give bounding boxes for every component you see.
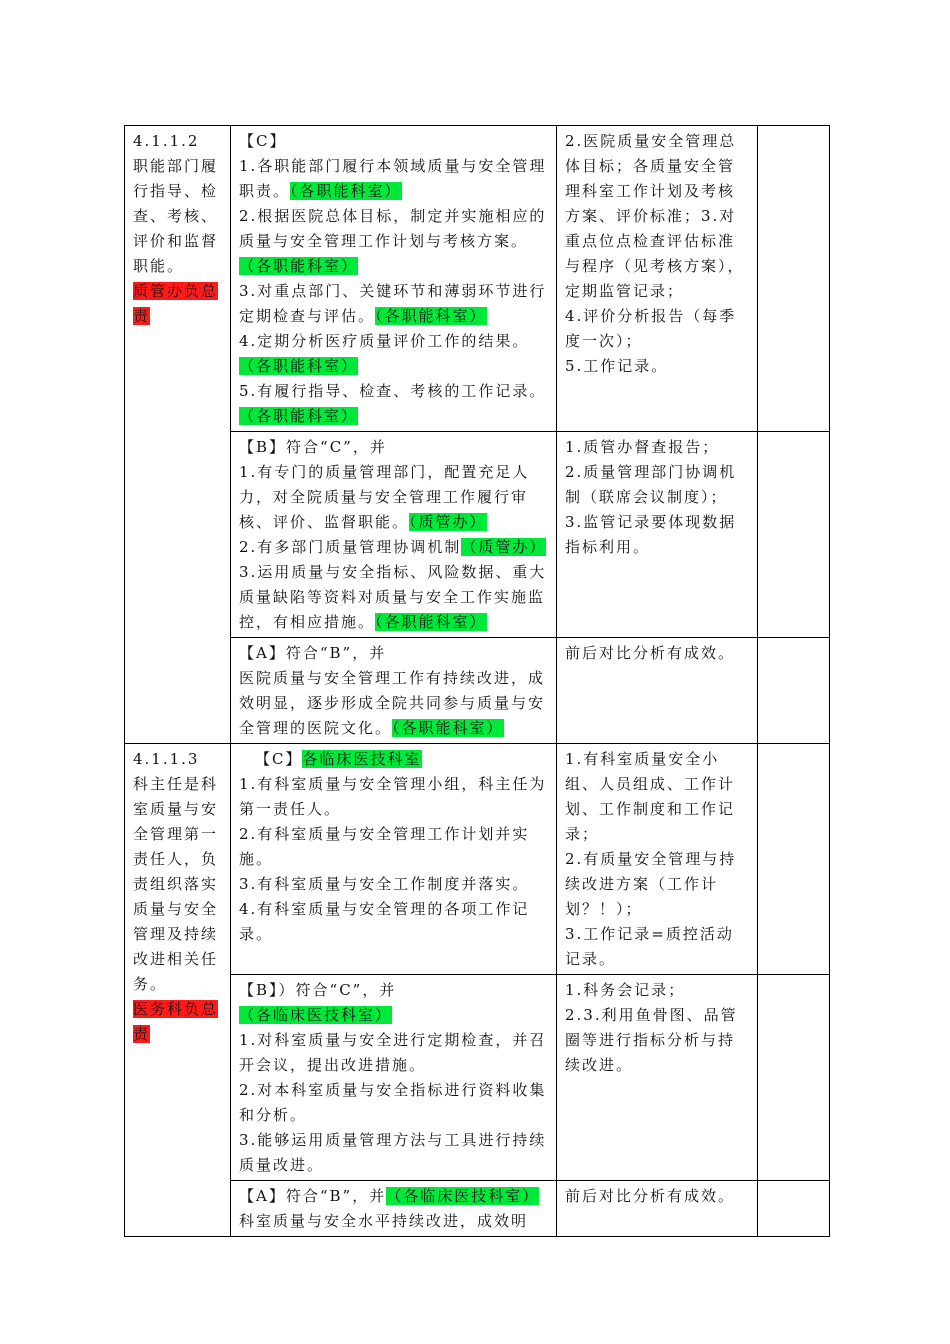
notes-cell — [758, 126, 830, 432]
grade-heading — [239, 641, 548, 666]
evidence-cell — [557, 744, 758, 975]
evidence-cell — [557, 1181, 758, 1237]
criteria-line — [239, 560, 548, 635]
criteria-cell — [231, 126, 557, 432]
standards-table-body — [125, 126, 830, 1237]
grade-lead: ）符合“C”，并 — [278, 981, 397, 999]
criteria-line: 2.有科室质量与安全管理工作计划并实施。 — [239, 825, 530, 868]
item-title: 科主任是科室质量与安全管理第一责任人，负责组织落实质量与安全管理及持续改进相关任务。 — [133, 775, 219, 993]
dept-tag: （各临床医技科室） — [239, 1006, 393, 1024]
grade-heading — [239, 1184, 548, 1209]
criteria-line — [239, 279, 548, 329]
dept-tag: （各职能科室） — [392, 719, 504, 737]
criteria-line: 3.能够运用质量管理方法与工具进行持续质量改进。 — [239, 1131, 547, 1174]
grade-label: 【C】 — [239, 132, 287, 150]
item-cell — [125, 744, 231, 1237]
grade-lead: 符合“B”，并 — [285, 644, 387, 662]
criteria-cell — [231, 432, 557, 638]
dept-tag: （各职能科室） — [239, 357, 359, 375]
dept-tag: （各职能科室） — [239, 407, 359, 425]
table-row — [125, 1181, 830, 1237]
criteria-line: 4.有科室质量与安全管理的各项工作记录。 — [239, 900, 530, 943]
grade-lead: 符合“B”，并 — [285, 1187, 387, 1205]
grade-heading — [239, 747, 548, 772]
grade-label: 【B】 — [239, 981, 279, 999]
criteria-text: 医院质量与安全管理工作有持续改进，成效明显，逐步形成全院共同参与质量与安全管理的医院文化。 — [239, 669, 546, 737]
dept-tag: （各职能科室） — [290, 182, 402, 200]
evidence-line: 5.工作记录。 — [565, 357, 669, 375]
notes-cell — [758, 638, 830, 744]
dept-tag: （质管办） — [409, 513, 487, 531]
grade-lead: 符合“C”，并 — [286, 438, 387, 456]
evidence-line: 2.有质量安全管理与持续改进方案（工作计划？！）； — [565, 850, 737, 918]
criteria-text: 2.有多部门质量管理协调机制 — [239, 538, 462, 556]
evidence-cell — [557, 975, 758, 1181]
table-row — [125, 638, 830, 744]
evidence-line: 1.有科室质量安全小组、人员组成、工作计划、工作制度和工作记录； — [565, 750, 736, 843]
grade-label: 【C】 — [255, 750, 303, 768]
evidence-line: 2.3.利用鱼骨图、品管圈等进行指标分析与持续改进。 — [565, 1006, 738, 1074]
notes-cell — [758, 432, 830, 638]
evidence-line: 3.监管记录要体现数据指标利用。 — [565, 513, 737, 556]
criteria-line — [239, 535, 548, 560]
responsible-badge: 医务科负总责 — [133, 1000, 219, 1043]
standards-table — [124, 125, 830, 1237]
grade-label: 【A】 — [239, 1187, 286, 1205]
grade-heading — [239, 978, 548, 1028]
criteria-line — [239, 329, 548, 379]
dept-tag: 各临床医技科室 — [302, 750, 422, 768]
evidence-cell — [557, 638, 758, 744]
evidence-line: 1.科务会记录； — [565, 981, 686, 999]
notes-cell — [758, 975, 830, 1181]
criteria-line: 1.对科室质量与安全进行定期检查，并召开会议，提出改进措施。 — [239, 1031, 547, 1074]
criteria-cell — [231, 744, 557, 975]
evidence-line: 前后对比分析有成效。 — [565, 644, 736, 662]
dept-tag: （各职能科室） — [375, 613, 487, 631]
criteria-cell — [231, 638, 557, 744]
evidence-line: 前后对比分析有成效。 — [565, 1187, 736, 1205]
dept-tag: （各职能科室） — [239, 257, 359, 275]
table-row — [125, 126, 830, 432]
criteria-text: 1.有专门的质量管理部门，配置充足人力，对全院质量与安全管理工作履行审核、评价、监督职能。 — [239, 463, 530, 531]
item-id: 4.1.1.3 — [133, 750, 200, 768]
criteria-line — [239, 154, 548, 204]
criteria-line: 2.对本科室质量与安全指标进行资料收集和分析。 — [239, 1081, 547, 1124]
criteria-text: 5.有履行指导、检查、考核的工作记录。 — [239, 382, 547, 400]
criteria-text: 2.根据医院总体目标，制定并实施相应的质量与安全管理工作计划与考核方案。 — [239, 207, 547, 250]
notes-cell — [758, 744, 830, 975]
criteria-text: 3.对重点部门、关键环节和薄弱环节进行定期检查与评估。 — [239, 282, 547, 325]
evidence-line: 4.评价分析报告（每季度一次）； — [565, 307, 737, 350]
evidence-line: 2.医院质量安全管理总体目标；各质量安全管理科室工作计划及考核方案、评价标准；3.对重点位点检查评估标准与程序（见考核方案），定期监管记录； — [565, 132, 745, 300]
table-row — [125, 975, 830, 1181]
criteria-line: 科室质量与安全水平持续改进，成效明 — [239, 1212, 529, 1230]
responsible-badge: 质管办负总责 — [133, 282, 219, 325]
criteria-line — [239, 379, 548, 429]
criteria-line: 1.有科室质量与安全管理小组，科主任为第一责任人。 — [239, 775, 547, 818]
evidence-cell — [557, 126, 758, 432]
grade-label: 【B】 — [239, 438, 287, 456]
criteria-text: 4.定期分析医疗质量评价工作的结果。 — [239, 332, 530, 350]
criteria-line — [239, 204, 548, 279]
criteria-text: 1.各职能部门履行本领域质量与安全管理职责。 — [239, 157, 547, 200]
criteria-line — [239, 460, 548, 535]
criteria-line — [239, 666, 548, 741]
table-row — [125, 744, 830, 975]
item-id: 4.1.1.2 — [133, 132, 200, 150]
grade-heading — [239, 435, 548, 460]
evidence-line: 3.工作记录=质控活动记录。 — [565, 925, 734, 968]
criteria-text: 3.运用质量与安全指标、风险数据、重大质量缺陷等资料对质量与安全工作实施监控，有相应措施。 — [239, 563, 547, 631]
evidence-line: 2.质量管理部门协调机制（联席会议制度）； — [565, 463, 737, 506]
item-title: 职能部门履行指导、检查、考核、评价和监督职能。 — [133, 157, 219, 275]
criteria-cell — [231, 1181, 557, 1237]
criteria-line: 3.有科室质量与安全工作制度并落实。 — [239, 875, 530, 893]
dept-tag: （质管办） — [461, 538, 547, 556]
item-cell — [125, 126, 231, 744]
criteria-cell — [231, 975, 557, 1181]
evidence-line: 1.质管办督查报告； — [565, 438, 720, 456]
notes-cell — [758, 1181, 830, 1237]
grade-heading — [239, 129, 548, 154]
evidence-cell — [557, 432, 758, 638]
grade-label: 【A】 — [239, 644, 286, 662]
dept-tag: （各临床医技科室） — [386, 1187, 540, 1205]
dept-tag: （各职能科室） — [375, 307, 487, 325]
table-row — [125, 432, 830, 638]
